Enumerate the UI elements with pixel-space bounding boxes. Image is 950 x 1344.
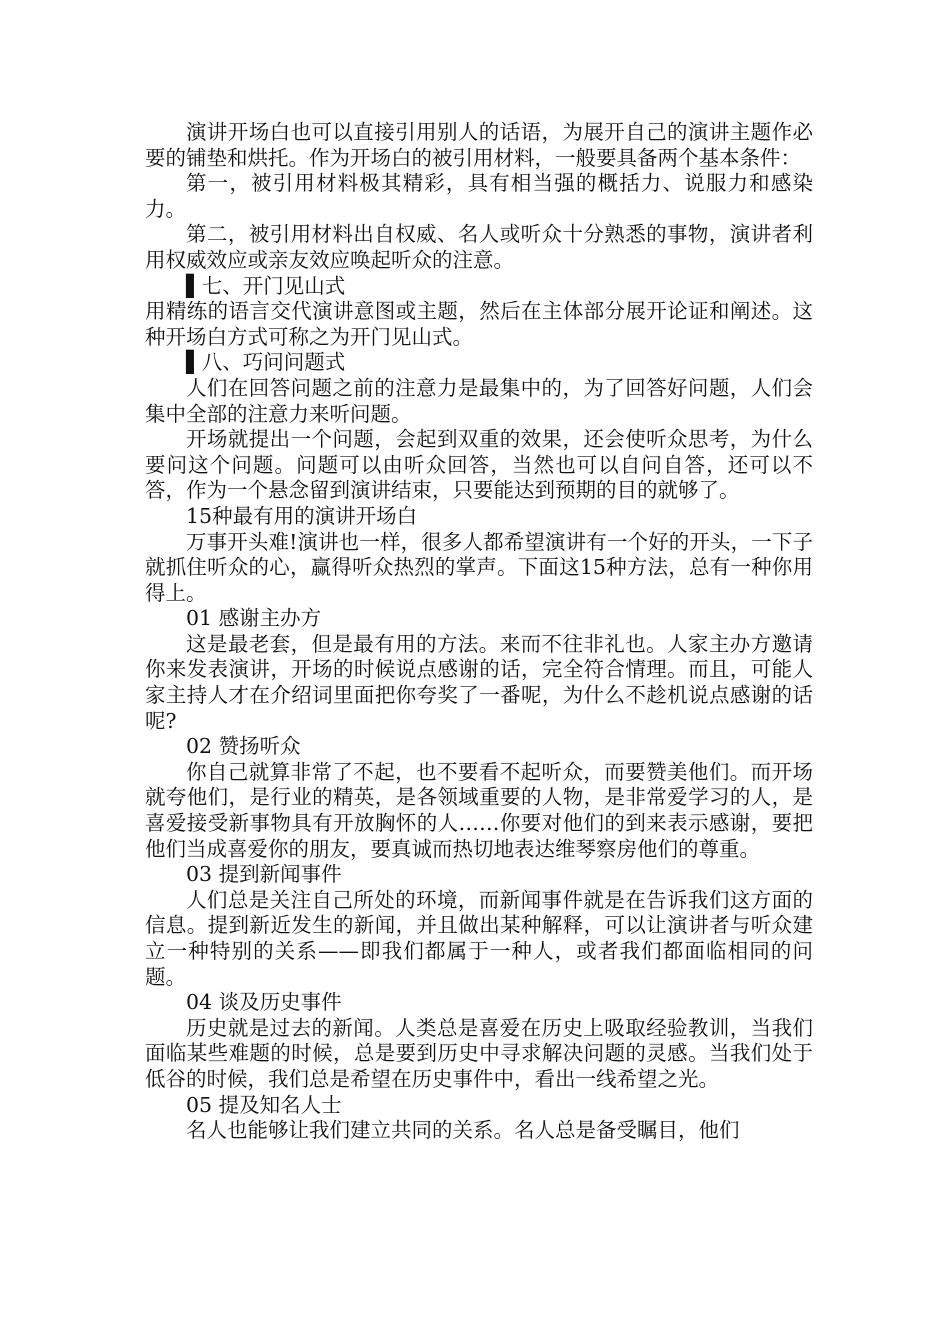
paragraph-direct-style: 用精练的语言交代演讲意图或主题，然后在主体部分展开论证和阐述。这种开场白方式可称之为开门见山式。	[145, 299, 813, 349]
paragraph-condition-1: 第一，被引用材料极其精彩，具有相当强的概括力、说服力和感染力。	[145, 171, 813, 221]
method-heading-03: 03 提到新闻事件	[186, 862, 342, 887]
paragraph-question-effect: 开场就提出一个问题，会起到双重的效果，还会使听众思考，为什么要问这个问题。问题可以由听众回答，当然也可以自问自答，还可以不答，作为一个悬念留到演讲结束，只要能达到预期的目的就够了。	[145, 427, 813, 503]
section-heading-7: ▌七、开门见山式	[186, 273, 346, 298]
paragraph-article-intro: 万事开头难!演讲也一样，很多人都希望演讲有一个好的开头，一下子就抓住听众的心，赢得听众热烈的掌声。下面这15种方法，总有一种你用得上。	[145, 529, 813, 605]
method-heading-02: 02 赞扬听众	[186, 734, 301, 759]
paragraph-method-02: 你自己就算非常了不起，也不要看不起听众，而要赞美他们。而开场就夸他们，是行业的精英，是各领域重要的人物，是非常爱学习的人，是喜爱接受新事物具有开放胸怀的人……你要对他们的到来表示感谢，要把他们当成喜爱你的朋友，要真诚而热切地表达维琴察房他们的尊重。	[145, 759, 813, 861]
paragraph-method-01: 这是最老套，但是最有用的方法。来而不往非礼也。人家主办方邀请你来发表演讲，开场的时候说点感谢的话，完全符合情理。而且，可能人家主持人才在介绍词里面把你夸奖了一番呢，为什么不趁机说点感谢的话呢?	[145, 631, 813, 733]
paragraph-method-03: 人们总是关注自己所处的环境，而新闻事件就是在告诉我们这方面的信息。提到新近发生的新闻，并且做出某种解释，可以让演讲者与听众建立一种特别的关系——即我们都属于一种人，或者我们都面临相同的问题。	[145, 887, 813, 989]
paragraph-method-05: 名人也能够让我们建立共同的关系。名人总是备受瞩目，他们	[186, 1118, 740, 1143]
paragraph-quote-intro: 演讲开场白也可以直接引用别人的话语，为展开自己的演讲主题作必要的铺垫和烘托。作为开场白的被引用材料，一般要具备两个基本条件：	[145, 120, 813, 170]
paragraph-condition-2: 第二，被引用材料出自权威、名人或听众十分熟悉的事物，演讲者利用权威效应或亲友效应唤起听众的注意。	[145, 222, 813, 272]
paragraph-question-attention: 人们在回答问题之前的注意力是最集中的，为了回答好问题，人们会集中全部的注意力来听问题。	[145, 375, 813, 426]
article-title: 15种最有用的演讲开场白	[186, 503, 418, 528]
method-heading-01: 01 感谢主办方	[186, 606, 322, 631]
method-heading-05: 05 提及知名人士	[186, 1092, 342, 1117]
method-heading-04: 04 谈及历史事件	[186, 990, 342, 1015]
document-body	[145, 120, 813, 1144]
section-heading-8: ▌八、巧问问题式	[186, 350, 346, 375]
paragraph-method-04: 历史就是过去的新闻。人类总是喜爱在历史上吸取经验教训，当我们面临某些难题的时候，总是要到历史中寻求解决问题的灵感。当我们处于低谷的时候，我们总是希望在历史事件中，看出一线希望之光。	[145, 1015, 813, 1091]
